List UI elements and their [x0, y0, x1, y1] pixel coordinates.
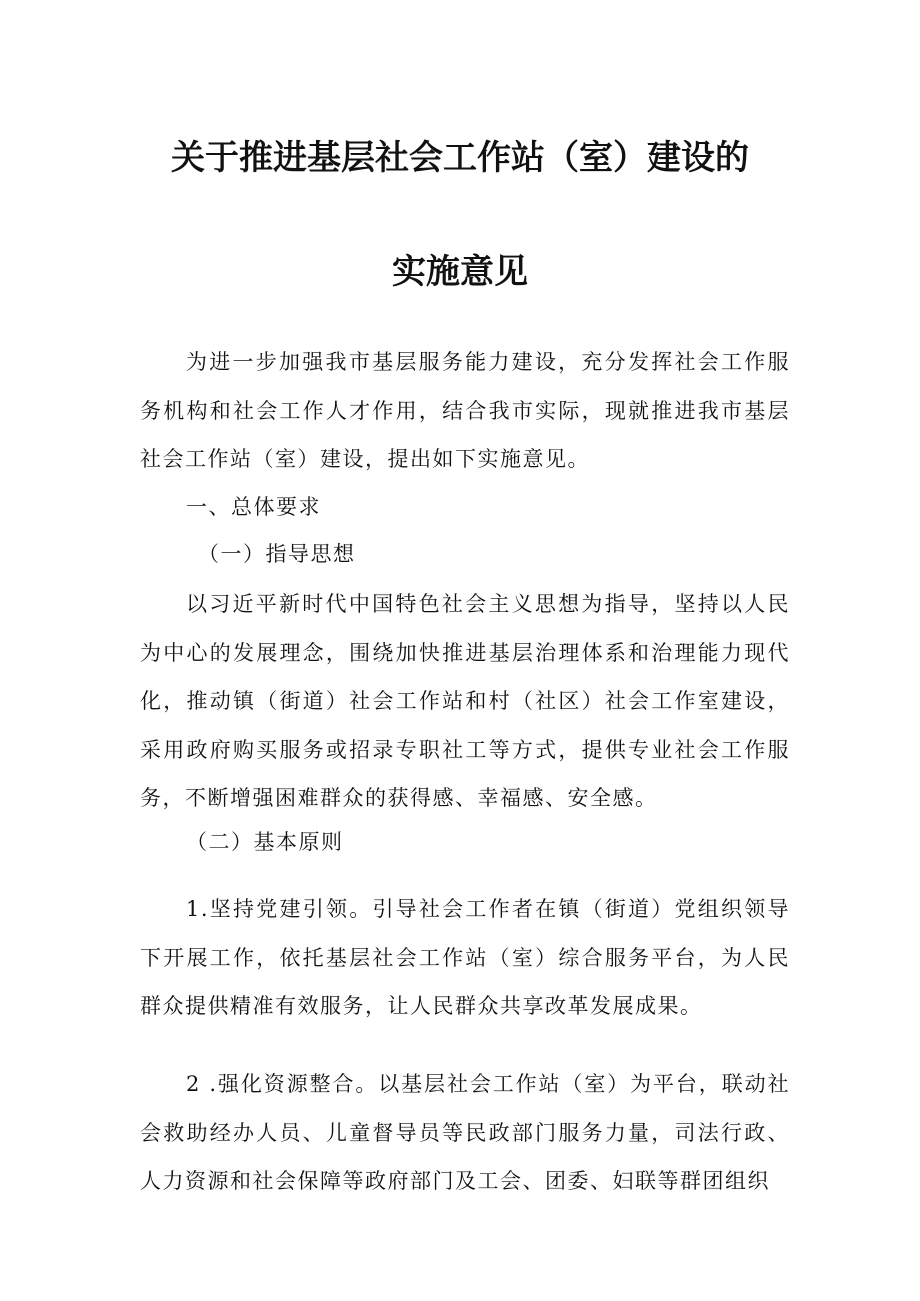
- subsection-heading-guiding-ideology: （一）指导思想: [198, 542, 356, 566]
- subsection-heading-basic-principles: （二）基本原则: [186, 830, 344, 854]
- guiding-ideology-paragraph: 以习近平新时代中国特色社会主义思想为指导，坚持以人民为中心的发展理念，围绕加快推进基层治理体系和治理能力现代化，推动镇（街道）社会工作站和村（社区）社会工作室建设，采用政府购买服务或招录专职社工等方式，提供专业社会工作服务，不断增强困难群众的获得感、幸福感、安全感。: [140, 592, 790, 810]
- section-heading-general-requirements: 一、总体要求: [186, 495, 321, 519]
- document-title-line1: 关于推进基层社会工作站（室）建设的: [171, 138, 749, 178]
- principle-1-paragraph: 1.坚持党建引领。引导社会工作者在镇（街道）党组织领导下开展工作，依托基层社会工作站（室）综合服务平台，为人民群众提供精准有效服务，让人民群众共享改革发展成果。: [140, 897, 790, 1018]
- intro-paragraph: 为进一步加强我市基层服务能力建设，充分发挥社会工作服务机构和社会工作人才作用，结合我市实际，现就推进我市基层社会工作站（室）建设，提出如下实施意见。: [140, 350, 790, 471]
- principle-2-paragraph: 2 .强化资源整合。以基层社会工作站（室）为平台，联动社会救助经办人员、儿童督导员等民政部门服务力量，司法行政、人力资源和社会保障等政府部门及工会、团委、妇联等群团组织: [140, 1072, 790, 1193]
- document-title-line2: 实施意见: [392, 252, 528, 292]
